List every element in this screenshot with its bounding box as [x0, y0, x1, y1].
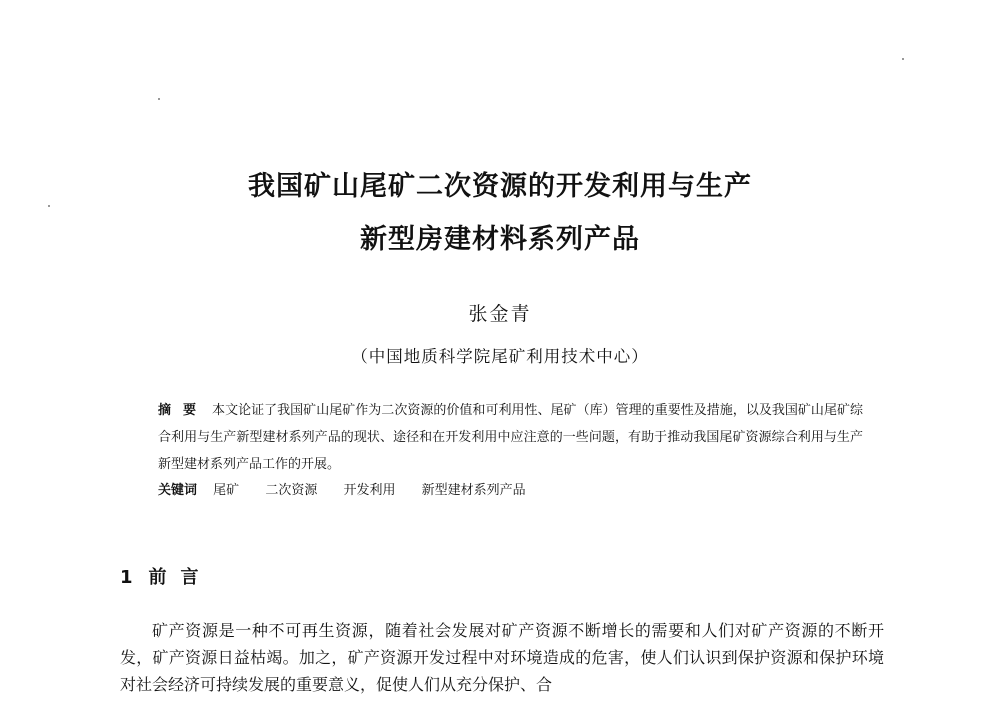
keyword: 二次资源	[265, 483, 318, 498]
keyword: 尾矿	[213, 483, 240, 498]
paper-title-line-1: 我国矿山尾矿二次资源的开发利用与生产	[248, 171, 752, 202]
scan-speck	[48, 205, 50, 207]
abstract	[158, 397, 863, 478]
scan-speck	[902, 58, 904, 60]
scan-speck	[158, 98, 160, 100]
keyword: 开发利用	[343, 483, 396, 498]
body-paragraph: 矿产资源是一种不可再生资源，随着社会发展对矿产资源不断增长的需要和人们对矿产资源的不断开发，矿产资源日益枯竭。加之，矿产资源开发过程中对环境造成的危害，使人们认识到保护资源和保护环境对社会经济可持续发展的重要意义，促使人们从充分保护、合	[120, 621, 884, 694]
keyword: 新型建材系列产品	[421, 483, 526, 498]
keywords	[158, 480, 863, 502]
section-title: 前言	[148, 567, 213, 588]
abstract-label: 摘要	[158, 403, 209, 418]
section-heading	[120, 563, 213, 589]
paper-title-line-2: 新型房建材料系列产品	[360, 224, 640, 255]
author-affiliation: （中国地质科学院尾矿利用技术中心）	[351, 347, 649, 366]
abstract-text: 本文论证了我国矿山尾矿作为二次资源的价值和可利用性、尾矿（库）管理的重要性及措施，以及我国矿山尾矿综合利用与生产新型建材系列产品的现状、途径和在开发利用中应注意的一些问题，有助于推动我国尾矿资源综合利用与生产新型建材系列产品工作的开展。	[158, 403, 863, 472]
section-number: 1	[120, 567, 133, 588]
keywords-label: 关键词	[158, 483, 198, 498]
author-name: 张金青	[468, 303, 532, 325]
